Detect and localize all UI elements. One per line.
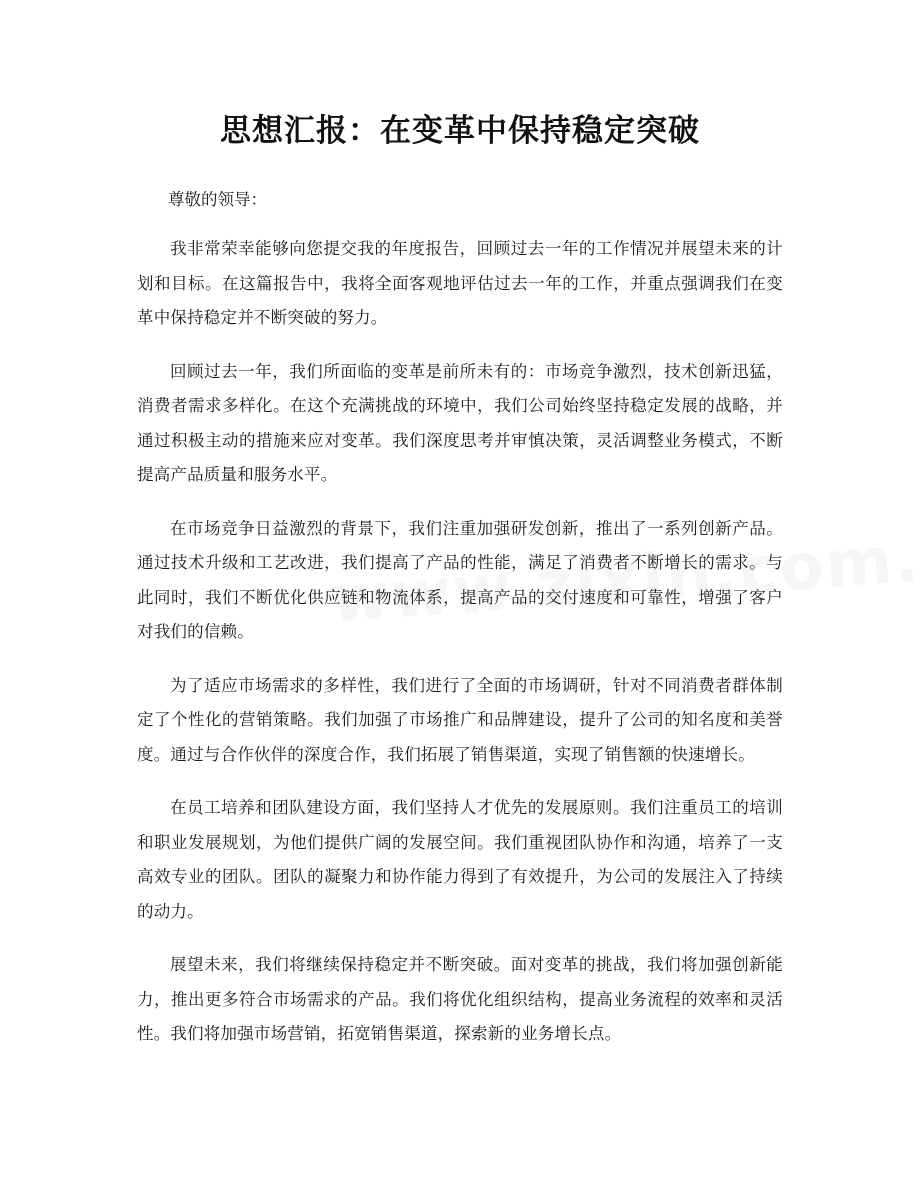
document-title: 思想汇报：在变革中保持稳定突破 bbox=[220, 113, 700, 149]
paragraph: 为了适应市场需求的多样性，我们进行了全面的市场调研，针对不同消费者群体制定了个性化的营销策略。我们加强了市场推广和品牌建设，提升了公司的知名度和美誉度。通过与合作伙伴的深度合作，我们拓展了销售渠道，实现了销售额的快速增长。 bbox=[137, 675, 783, 764]
salutation: 尊敬的领导： bbox=[168, 190, 267, 209]
paragraph: 在员工培养和团队建设方面，我们坚持人才优先的发展原则。我们注重员工的培训和职业发展规划，为他们提供广阔的发展空间。我们重视团队协作和沟通，培养了一支高效专业的团队。团队的凝聚力和协作能力得到了有效提升，为公司的发展注入了持续的动力。 bbox=[137, 798, 783, 921]
document-body bbox=[137, 232, 783, 1071]
paragraph: 展望未来，我们将继续保持稳定并不断突破。面对变革的挑战，我们将加强创新能力，推出更多符合市场需求的产品。我们将优化组织结构，提高业务流程的效率和灵活性。我们将加强市场营销，拓宽销售渠道，探索新的业务增长点。 bbox=[137, 955, 783, 1043]
paragraph: 在市场竞争日益激烈的背景下，我们注重加强研发创新，推出了一系列创新产品。通过技术升级和工艺改进，我们提高了产品的性能，满足了消费者不断增长的需求。与此同时，我们不断优化供应链和物流体系，提高产品的交付速度和可靠性，增强了客户对我们的信赖。 bbox=[137, 518, 783, 641]
paragraph: 我非常荣幸能够向您提交我的年度报告，回顾过去一年的工作情况并展望未来的计划和目标。在这篇报告中，我将全面客观地评估过去一年的工作，并重点强调我们在变革中保持稳定并不断突破的努力。 bbox=[137, 239, 783, 327]
paragraph: 回顾过去一年，我们所面临的变革是前所未有的：市场竞争激烈，技术创新迅猛，消费者需求多样化。在这个充满挑战的环境中，我们公司始终坚持稳定发展的战略，并通过积极主动的措施来应对变革。我们深度思考并审慎决策，灵活调整业务模式，不断提高产品质量和服务水平。 bbox=[137, 361, 783, 484]
